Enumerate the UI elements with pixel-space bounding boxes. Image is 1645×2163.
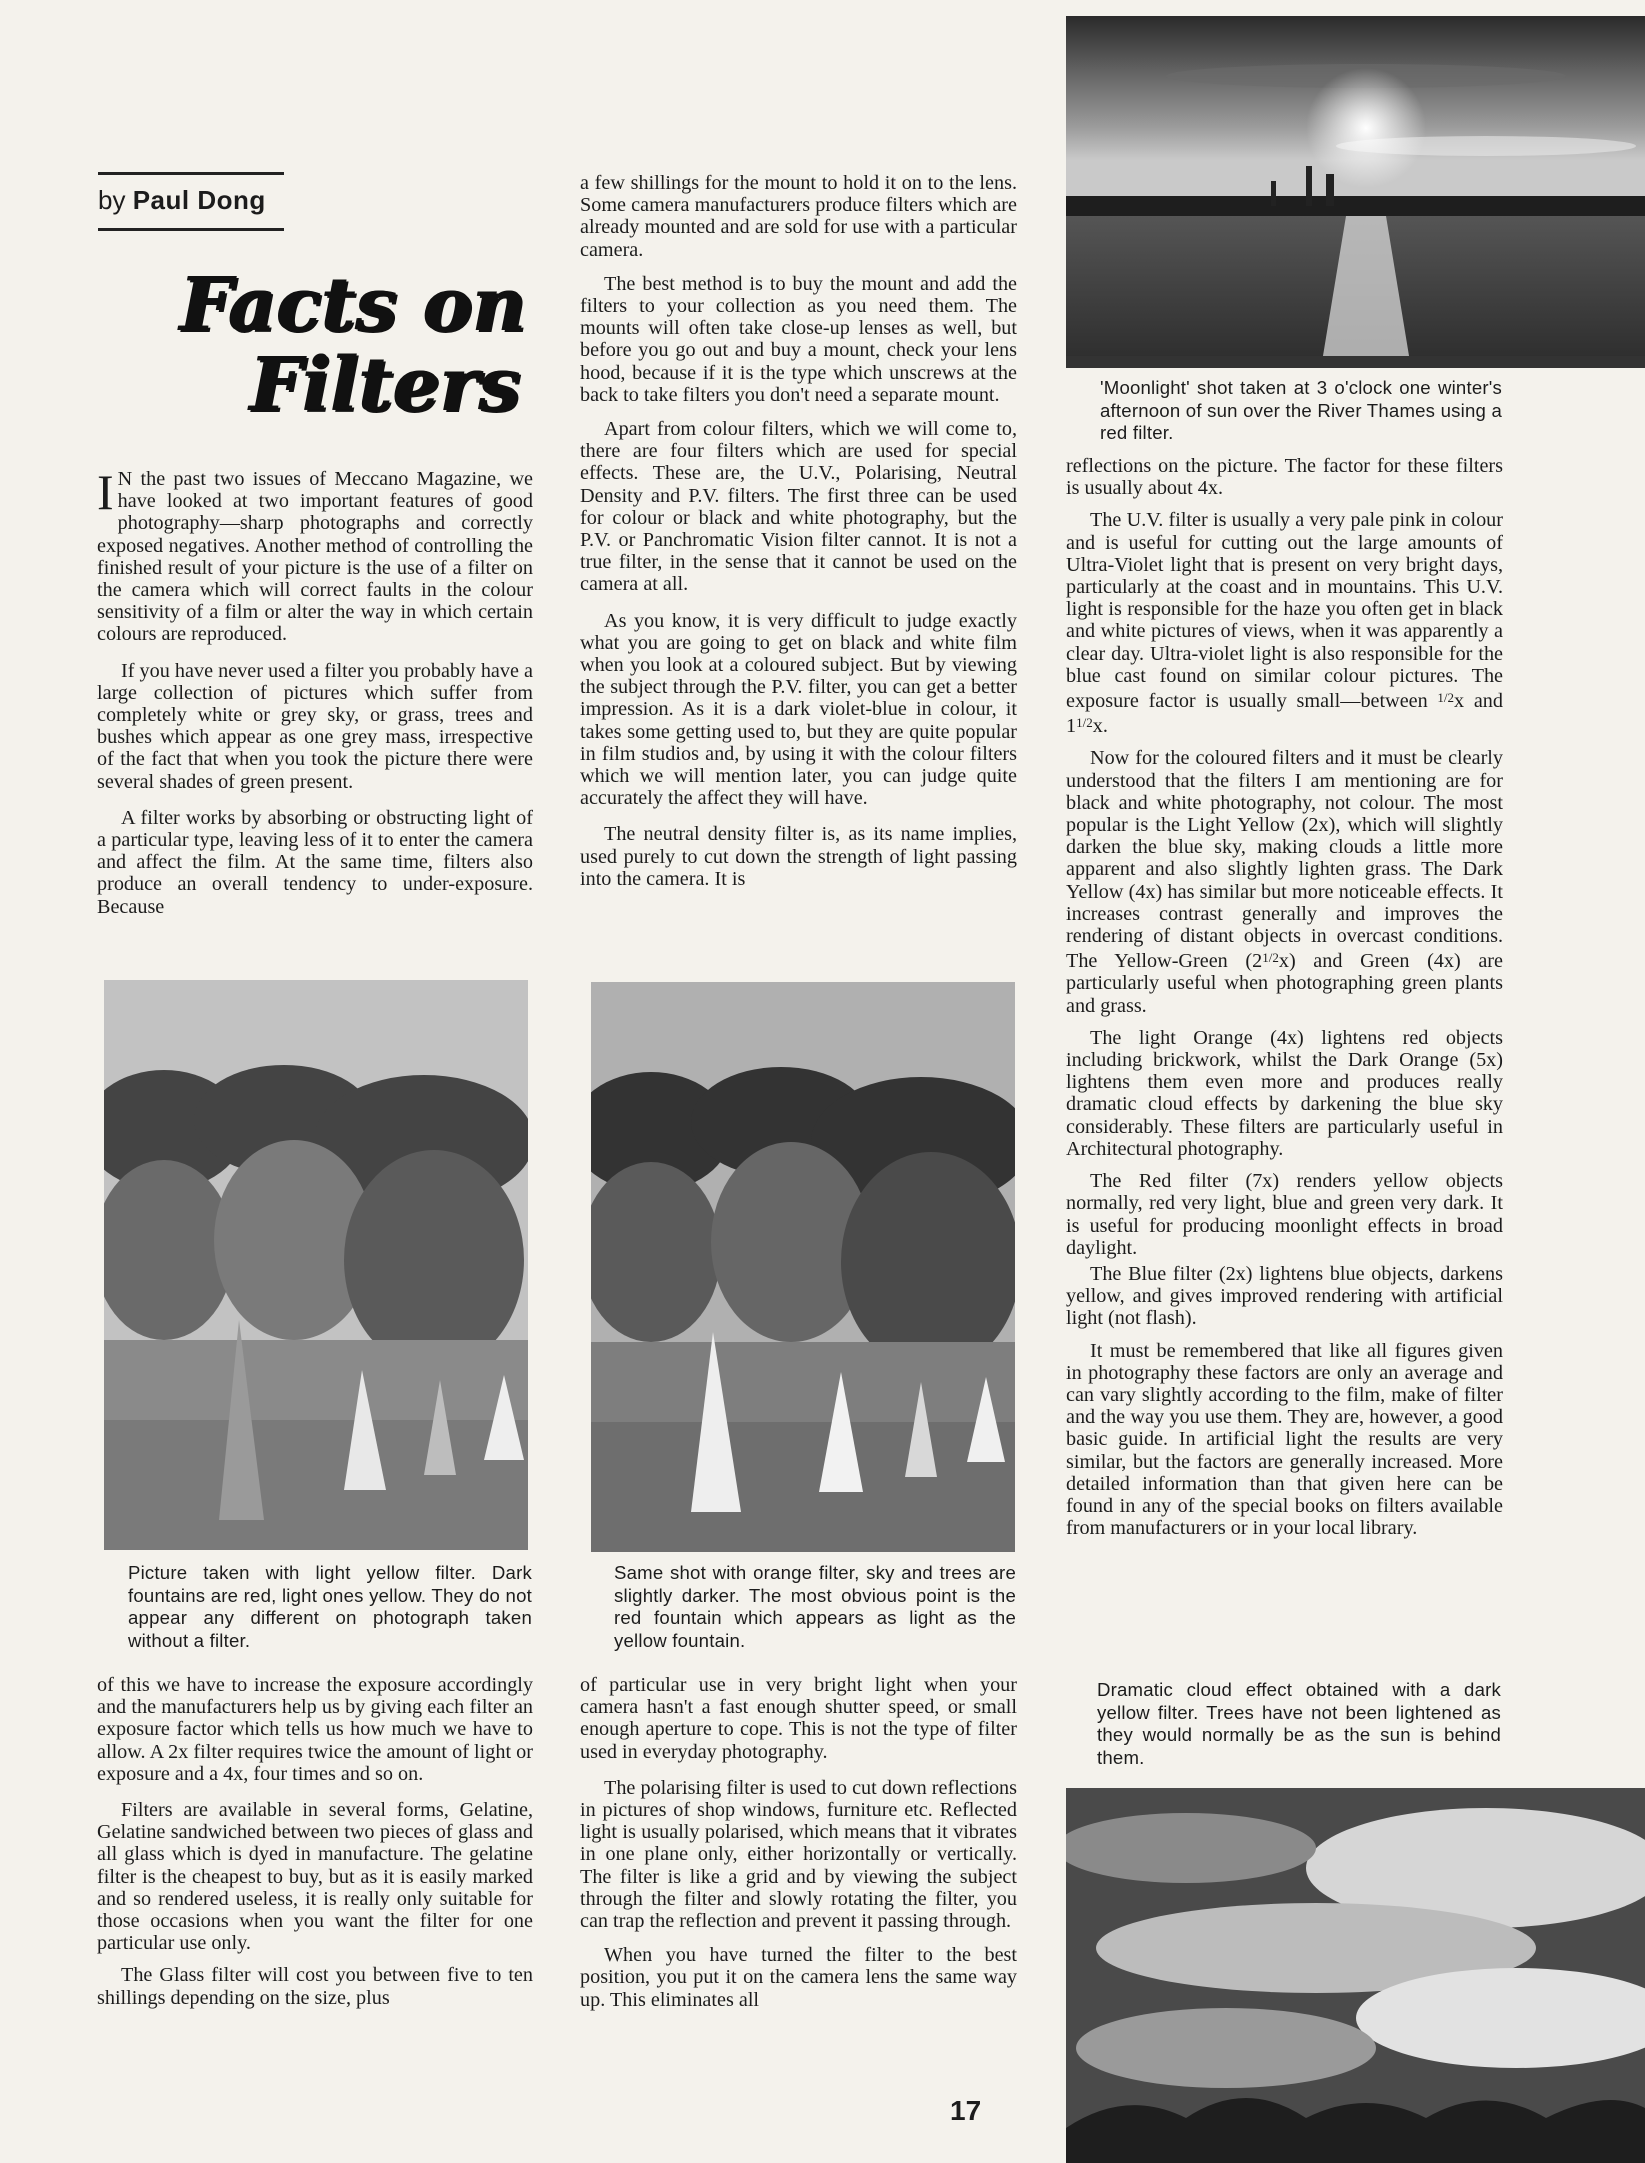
column2-top — [580, 172, 1017, 890]
paragraph: The best method is to buy the mount and add the filters to your collection as you need them. The mounts will often take close-up lenses as well, but before you go out and buy a mount, check your lens hood, because if it is the type which unscrews at the back to take filters you don't need a separate mount. — [580, 272, 1017, 406]
article-title-line1: Facts on — [180, 262, 527, 348]
cloud-photo-image — [1066, 1788, 1645, 2163]
paragraph: It must be remembered that like all figures given in photography these factors are only an average and can vary slightly according to the film, make of filter and the way you use them. They are, however, a good basic guide. In artificial light the results are very similar, but the factors are generally increased. More detailed information than that given here can be found in any of the special books on filters available from manufacturers or in your local library. — [1066, 1339, 1503, 1540]
photo-orange-filter-fountains — [591, 982, 1015, 1552]
caption-yellow-filter: Picture taken with light yellow filter. Dark fountains are red, light ones yellow. They do not appear any different on photograph taken without a filter. — [128, 1562, 532, 1651]
article-title-line2: Filters — [250, 342, 521, 428]
paragraph: of particular use in very bright light when your camera hasn't a fast enough shutter speed, or small enough aperture to cope. This is not the type of filter used in everyday photography. — [580, 1674, 1017, 1763]
paragraph: The neutral density filter is, as its name implies, used purely to cut down the strength of light passing into the camera. It is — [580, 823, 1017, 890]
column1-top — [97, 464, 533, 918]
byline-rule-top — [98, 172, 284, 175]
paragraph: I N the past two issues of Meccano Magazine, we have looked at two important features of good photography—sharp photographs and correctly exposed negatives. Another method of controlling the finished result of your picture is the use of a filter on the camera which will correct faults in the colour sensitivity of a film or alter the way in which certain colours are reproduced. — [97, 464, 533, 646]
paragraph: The polarising filter is used to cut down reflections in pictures of shop windows, furniture etc. Reflected light is usually polarised, which means that it vibrates in one plane only, either horizontally or vertically. The filter is like a grid and by viewing the subject through the filter and slowly rotating the filter, you can trap the reflection and prevent it passing through. — [580, 1776, 1017, 1933]
paragraph: The Red filter (7x) renders yellow objects normally, red very light, blue and green very dark. It is useful for producing moonlight effects in broad daylight. — [1066, 1170, 1503, 1259]
caption-orange-filter: Same shot with orange filter, sky and trees are slightly darker. The most obvious point is the red fountain which appears as light as the yellow fountain. — [614, 1562, 1016, 1651]
photo-dramatic-clouds — [1066, 1788, 1645, 2163]
paragraph: As you know, it is very difficult to judge exactly what you are going to get on black and white film when you look at a coloured subject. But by viewing the subject through the P.V. filter, you can get a better impression. As it is a dark violet-blue in colour, it takes some getting used to, but they are quite popular in film studios and, by using it with the colour filters which we will mention later, you can judge quite accurately the affect they will have. — [580, 609, 1017, 810]
caption-cloud: Dramatic cloud effect obtained with a dark yellow filter. Trees have not been lightened as they would normally be as the sun is behind them. — [1097, 1679, 1501, 1768]
paragraph: Now for the coloured filters and it must be clearly understood that the filters I am mentioning are for black and white photography, not colour. The most popular is the Light Yellow (2x), which will slightly darken the blue sky, making clouds a little more apparent and also slightly lighten grass. The Dark Yellow (4x) has similar but more noticeable effects. It increases contrast generally and improves the rendering of distant objects in overcast conditions. The Yellow-Green $(2^{1/2}x)$ and Green (4x) are particularly useful when photographing green plants and grass. — [1066, 747, 1503, 1017]
page-number: 17 — [950, 2095, 982, 2126]
caption-moonlight: 'Moonlight' shot taken at 3 o'clock one winter's afternoon of sun over the River Thames using a red filter. — [1100, 377, 1502, 443]
paragraph: When you have turned the filter to the best position, you put it on the camera lens the same way up. This eliminates all — [580, 1944, 1017, 2011]
paragraph: The U.V. filter is usually a very pale pink in colour and is useful for cutting out the large amounts of Ultra-Violet light that is present on very bright days, particularly at the coast and in mountains. This U.V. light is responsible for the haze you often get in black and white pictures of views, when it was apparently a clear day. Ultra-violet light is also responsible for the blue cast found on similar colour pictures. The exposure factor is usually small—between $^{1/2}$x and $1^{1/2}x$. — [1066, 509, 1503, 738]
yellow-filter-photo-image — [104, 980, 528, 1550]
byline-rule-bottom — [98, 228, 284, 231]
paragraph: The light Orange (4x) lightens red objects including brickwork, whilst the Dark Orange (5x) lightens them even more and produces really dramatic cloud effects by darkening the blue sky considerably. These filters are particularly useful in Architectural photography. — [1066, 1026, 1503, 1160]
paragraph: Apart from colour filters, which we will come to, there are four filters which are used for special effects. These are, the U.V., Polarising, Neutral Density and P.V. filters. The first three can be used for colour or black and white photography, but the P.V. or Panchromatic Vision filter cannot. It is not a true filter, in the sense that it cannot be used on the camera at all. — [580, 418, 1017, 596]
column2-bottom — [580, 1674, 1017, 2011]
column3 — [1066, 455, 1503, 1539]
orange-filter-photo-image — [591, 982, 1015, 1552]
paragraph: a few shillings for the mount to hold it on to the lens. Some camera manufacturers produce filters which are already mounted and are sold for use with a particular camera. — [580, 172, 1017, 261]
drop-cap: I — [97, 464, 114, 520]
photo-moonlight-thames — [1066, 16, 1645, 368]
paragraph: of this we have to increase the exposure accordingly and the manufacturers help us by giving each filter an exposure factor which tells us how much we have to allow. A 2x filter requires twice the amount of light or exposure and a 4x, four times and so on. — [97, 1674, 533, 1785]
byline-prefix: by — [98, 185, 126, 215]
paragraph: The Glass filter will cost you between five to ten shillings depending on the size, plus — [97, 1964, 533, 2009]
byline-author: Paul Dong — [132, 185, 266, 215]
paragraph: If you have never used a filter you probably have a large collection of pictures which suffer from completely white or grey sky, or grass, trees and bushes which appear as one grey mass, irrespective of the fact that when you took the picture there were several shades of green present. — [97, 659, 533, 793]
paragraph: A filter works by absorbing or obstructing light of a particular type, leaving less of it to enter the camera and affect the film. At the same time, filters also produce an overall tendency to under-exposure. Because — [97, 806, 533, 918]
column1-bottom — [97, 1674, 533, 2009]
byline — [98, 185, 266, 216]
photo-yellow-filter-fountains — [104, 980, 528, 1550]
paragraph: The Blue filter (2x) lightens blue objects, darkens yellow, and gives improved rendering with artificial light (not flash). — [1066, 1262, 1503, 1330]
paragraph: Filters are available in several forms, Gelatine, Gelatine sandwiched between two pieces of glass and all glass which is dyed in manufacture. The gelatine filter is the cheapest to buy, but as it is easily marked and so rendered useless, it is really only suitable for those occasions when you want the filter for one particular use only. — [97, 1799, 533, 1955]
moonlight-photo-image — [1066, 16, 1645, 368]
paragraph: reflections on the picture. The factor for these filters is usually about 4x. — [1066, 455, 1503, 500]
